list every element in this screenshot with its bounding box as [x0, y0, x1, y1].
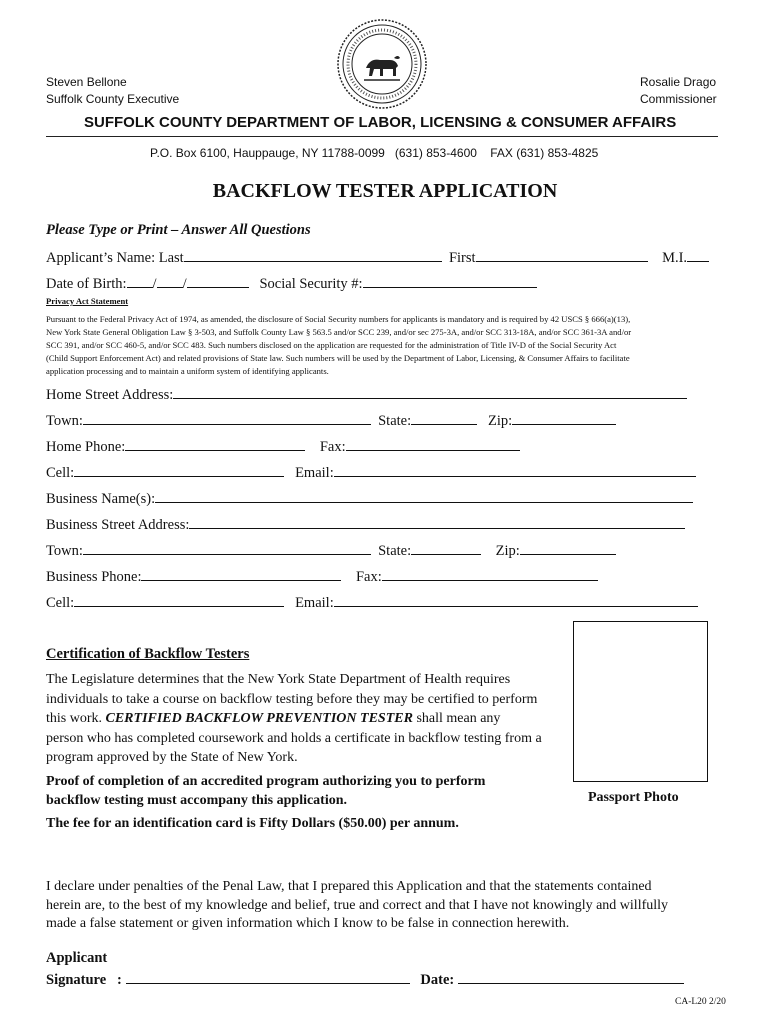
certification-line: program approved by the State of New York. — [46, 750, 298, 765]
zip-field[interactable] — [520, 540, 616, 555]
passport-photo-label: Passport Photo — [588, 790, 679, 805]
executive-name: Steven Bellone — [46, 75, 127, 89]
email-label: Email: — [295, 595, 334, 611]
declaration-line: I declare under penalties of the Penal Law, that I prepared this Application and that the statements contained — [46, 879, 652, 894]
business-address-field[interactable] — [189, 514, 685, 529]
date-label: Date: — [420, 972, 455, 988]
home-cell-row — [46, 462, 696, 482]
cell-label: Cell: — [46, 465, 75, 481]
email-label: Email: — [295, 465, 334, 481]
business-phone-field[interactable] — [141, 566, 341, 581]
first-name-label: First — [448, 250, 476, 266]
dob-slash: / — [152, 276, 157, 292]
town-field[interactable] — [83, 540, 371, 555]
business-town-row — [46, 540, 616, 560]
proof-requirement: Proof of completion of an accredited program authorizing you to perform backflow testing must accompany this application. — [46, 774, 486, 808]
passport-photo-box[interactable] — [573, 621, 708, 782]
cell-field[interactable] — [74, 462, 284, 477]
fax-label: Fax: — [319, 439, 346, 455]
ssn-field[interactable] — [363, 273, 537, 288]
department-name: SUFFOLK COUNTY DEPARTMENT OF LABOR, LICENSING & CONSUMER AFFAIRS — [84, 114, 677, 131]
header-rule — [46, 136, 718, 137]
last-name-field[interactable] — [184, 247, 442, 262]
certification-heading: Certification of Backflow Testers — [46, 646, 250, 662]
certification-line: individuals to take a course on backflow testing before they may be certified to perform — [46, 691, 538, 707]
dob-day-field[interactable] — [157, 273, 183, 288]
first-name-field[interactable] — [476, 247, 648, 262]
business-address-row — [46, 514, 685, 534]
ssn-label: Social Security #: — [259, 276, 363, 292]
business-name-row — [46, 488, 693, 508]
cell-label: Cell: — [46, 595, 75, 611]
zip-label: Zip: — [488, 413, 513, 429]
signature-row: Signature : Date: — [46, 969, 684, 989]
certified-tester-term: CERTIFIED BACKFLOW PREVENTION TESTER — [105, 711, 413, 726]
declaration-text — [46, 878, 668, 934]
home-address-field[interactable] — [173, 384, 687, 399]
town-field[interactable] — [83, 410, 371, 425]
fax-label: Fax: — [355, 569, 382, 585]
privacy-line: Pursuant to the Federal Privacy Act of 1974, as amended, the disclosure of Social Security numbers for applicants is mandatory and is required by 42 USCS § 666(a)(13), — [46, 314, 631, 324]
privacy-heading: Privacy Act Statement — [46, 296, 129, 306]
home-address-label: Home Street Address: — [46, 387, 174, 403]
home-address-row — [46, 384, 687, 404]
cell-field[interactable] — [74, 592, 284, 607]
certification-line: The Legislature determines that the New York State Department of Health requires — [46, 672, 511, 687]
home-phone-row — [46, 436, 520, 456]
business-name-field[interactable] — [155, 488, 693, 503]
dob-slash: / — [182, 276, 187, 292]
business-cell-row — [46, 592, 698, 612]
instruction: Please Type or Print – Answer All Questions — [46, 222, 311, 238]
mi-label: M.I. — [662, 250, 688, 266]
town-label: Town: — [46, 413, 83, 429]
town-label: Town: — [46, 543, 83, 559]
mi-field[interactable] — [687, 247, 709, 262]
state-label: State: — [378, 543, 412, 559]
fee-statement: The fee for an identification card is Fifty Dollars ($50.00) per annum. — [46, 816, 459, 831]
certification-line: person who has completed coursework and holds a certificate in backflow testing from a — [46, 730, 542, 746]
zip-field[interactable] — [512, 410, 616, 425]
certification-text — [46, 670, 542, 768]
email-field[interactable] — [334, 462, 696, 477]
privacy-line: (Child Support Enforcement Act) and related provisions of State law. Such numbers will be used by the Department of Labor, Licensing, & Consumer Affairs to facilitate — [46, 353, 630, 363]
business-phone-label: Business Phone: — [46, 569, 142, 585]
state-field[interactable] — [411, 540, 481, 555]
last-name-label: Applicant’s Name: Last — [46, 250, 184, 266]
state-label: State: — [378, 413, 412, 429]
certification-line: this work. CERTIFIED BACKFLOW PREVENTION TESTER shall mean any — [46, 711, 501, 726]
date-field[interactable] — [458, 969, 684, 984]
signature-label: Signature — [46, 972, 107, 988]
privacy-text — [46, 313, 631, 378]
zip-label: Zip: — [495, 543, 520, 559]
home-town-row — [46, 410, 616, 430]
privacy-line: SCC 391, and/or SCC 460-5, and/or SCC 483. Such numbers disclosed on the application are requested for the administration of Title IV-D of the Social Security Act — [46, 340, 617, 350]
declaration-line: made a false statement or given information which I know to be false in connection herewith. — [46, 916, 570, 931]
fax-field[interactable] — [382, 566, 598, 581]
business-phone-row — [46, 566, 598, 586]
commissioner-title: Commissioner — [640, 92, 717, 106]
business-name-label: Business Name(s): — [46, 491, 156, 507]
commissioner-name: Rosalie Drago — [640, 75, 717, 89]
declaration-line: herein are, to the best of my knowledge and belief, true and correct and that I have not knowingly and willfully — [46, 897, 669, 913]
dob-ssn-row — [46, 273, 537, 293]
applicant-name-row — [46, 247, 709, 267]
signature-field[interactable] — [126, 969, 410, 984]
state-field[interactable] — [411, 410, 477, 425]
executive-title: Suffolk County Executive — [46, 92, 180, 106]
home-phone-label: Home Phone: — [46, 439, 126, 455]
business-address-label: Business Street Address: — [46, 517, 190, 533]
privacy-line: New York State General Obligation Law § 3-503, and Suffolk County Law § 563.5 and/or SCC 239, and/or sec 275-3A, and/or SCC 313-18A, and/or SCC 361-3A and/or — [46, 327, 632, 337]
dob-label: Date of Birth: — [46, 276, 127, 292]
dob-month-field[interactable] — [127, 273, 153, 288]
fax-field[interactable] — [346, 436, 520, 451]
department-address: P.O. Box 6100, Hauppauge, NY 11788-0099 (631) 853-4600 FAX (631) 853-4825 — [150, 146, 599, 160]
form-code: CA-L20 2/20 — [675, 997, 726, 1007]
privacy-line: application processing and to maintain a uniform system of identifying applicants. — [46, 366, 329, 376]
home-phone-field[interactable] — [125, 436, 305, 451]
email-field[interactable] — [334, 592, 698, 607]
form-title: BACKFLOW TESTER APPLICATION — [212, 180, 558, 202]
dob-year-field[interactable] — [187, 273, 249, 288]
applicant-label: Applicant — [46, 950, 108, 966]
county-seal — [336, 18, 428, 110]
